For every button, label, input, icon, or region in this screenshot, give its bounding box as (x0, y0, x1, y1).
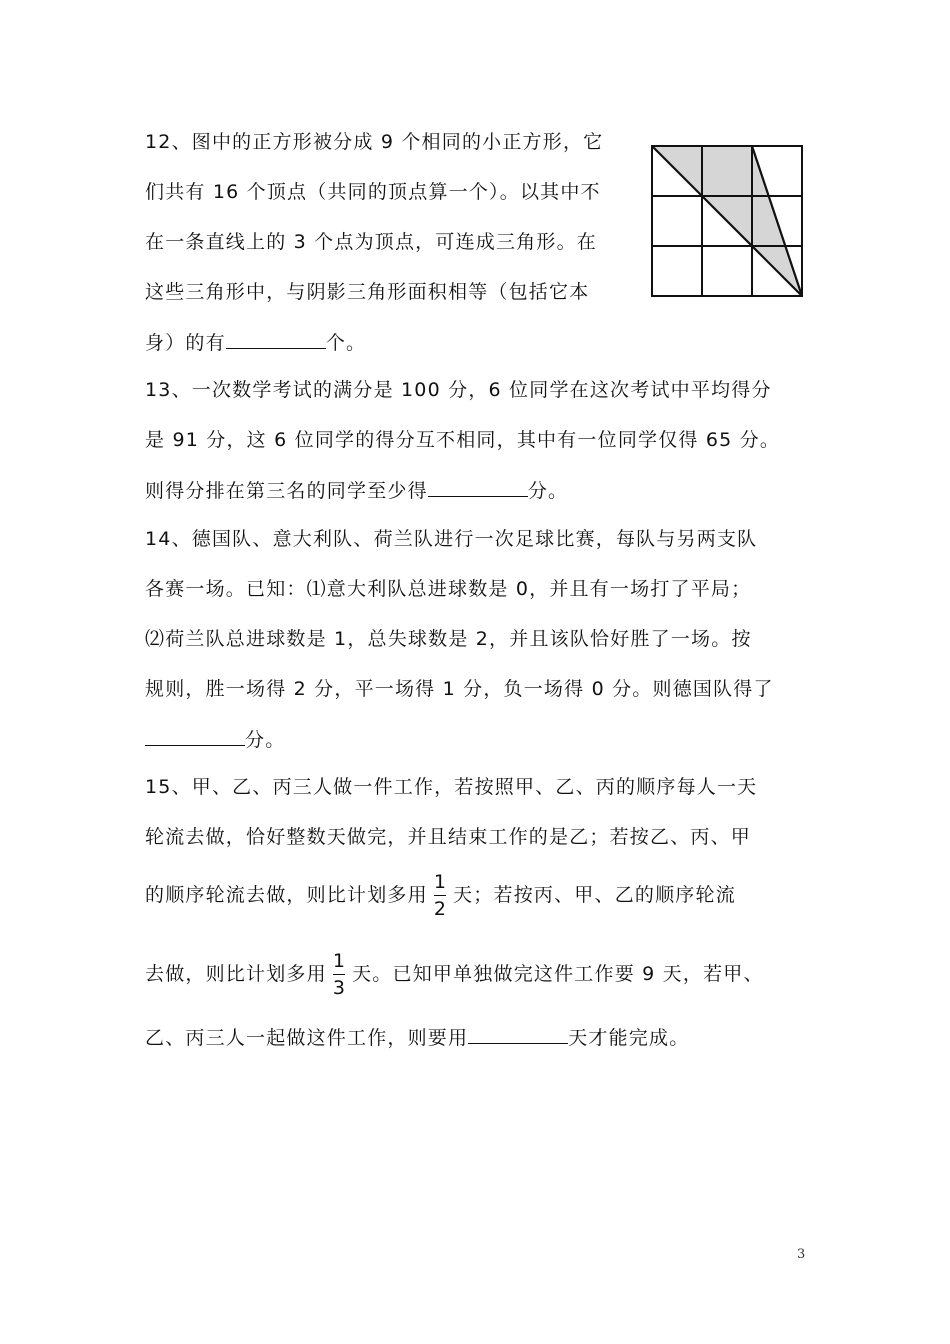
q13-answer-blank[interactable] (428, 478, 528, 497)
fraction-one-half (434, 871, 447, 920)
q13-text-before-blank: 则得分排在第三名的同学至少得 (145, 480, 428, 502)
q12-text-before-blank: 身）的有 (145, 332, 226, 354)
q14-line-1: 14、德国队、意大利队、荷兰队进行一次足球比赛，每队与另两支队 (145, 528, 758, 550)
q14-line-5 (145, 727, 285, 752)
q15-line-2: 轮流去做，恰好整数天做完，并且结束工作的是乙；若按乙、丙、甲 (145, 826, 752, 848)
q15-text-before-blank: 乙、丙三人一起做这件工作，则要用 (145, 1027, 469, 1049)
q14-text-after-blank: 分。 (245, 729, 286, 751)
q12-text-after-blank: 个。 (325, 332, 367, 354)
fraction-denominator: 2 (433, 898, 448, 920)
q12-line-4: 这些三角形中，与阴影三角形面积相等（包括它本 (145, 281, 590, 303)
page-number: 3 (797, 1247, 806, 1262)
q13-text-after-blank: 分。 (527, 480, 569, 502)
q15-answer-blank[interactable] (468, 1025, 568, 1044)
q15-line-1: 15、甲、乙、丙三人做一件工作，若按照甲、乙、丙的顺序每人一天 (145, 776, 758, 798)
q15-line3-after: 天；若按丙、甲、乙的顺序轮流 (453, 884, 736, 906)
fraction-numerator: 1 (332, 950, 347, 972)
q15-line-5 (145, 1025, 689, 1050)
q12-line-1: 12、图中的正方形被分成 9 个相同的小正方形，它 (145, 131, 604, 153)
q14-line-2: 各赛一场。已知：⑴意大利队总进球数是 0，并且有一场打了平局； (145, 578, 752, 600)
q13-line-1: 13、一次数学考试的满分是 100 分，6 位同学在这次考试中平均得分 (145, 379, 772, 401)
grid-triangle-figure (650, 144, 804, 298)
q12-line-2: 们共有 16 个顶点（共同的顶点算一个）。以其中不 (145, 181, 601, 203)
q14-line-3: ⑵荷兰队总进球数是 1，总失球数是 2，并且该队恰好胜了一场。按 (145, 628, 752, 650)
q13-line-2: 是 91 分，这 6 位同学的得分互不相同，其中有一位同学仅得 65 分。 (145, 429, 781, 451)
fraction-denominator: 3 (332, 977, 347, 999)
q15-text-after-blank: 天才能完成。 (568, 1027, 690, 1049)
q15-line4-before: 去做，则比计划多用 (145, 963, 327, 985)
q14-answer-blank[interactable] (145, 727, 245, 746)
fraction-bar (333, 974, 345, 975)
q15-line-3 (145, 871, 736, 920)
q12-line-5 (145, 330, 366, 355)
q12-answer-blank[interactable] (226, 330, 326, 349)
fraction-numerator: 1 (433, 871, 448, 893)
q15-line4-after: 天。已知甲单独做完这件工作要 9 天，若甲、 (352, 963, 764, 985)
q15-line3-before: 的顺序轮流去做，则比计划多用 (145, 884, 428, 906)
q12-line-3: 在一条直线上的 3 个点为顶点，可连成三角形。在 (145, 231, 597, 253)
q13-line-3 (145, 478, 568, 503)
q15-line-4 (145, 950, 764, 999)
fraction-bar (434, 895, 446, 896)
q14-line-4: 规则，胜一场得 2 分，平一场得 1 分，负一场得 0 分。则德国队得了 (145, 678, 774, 700)
fraction-one-third (333, 950, 346, 999)
